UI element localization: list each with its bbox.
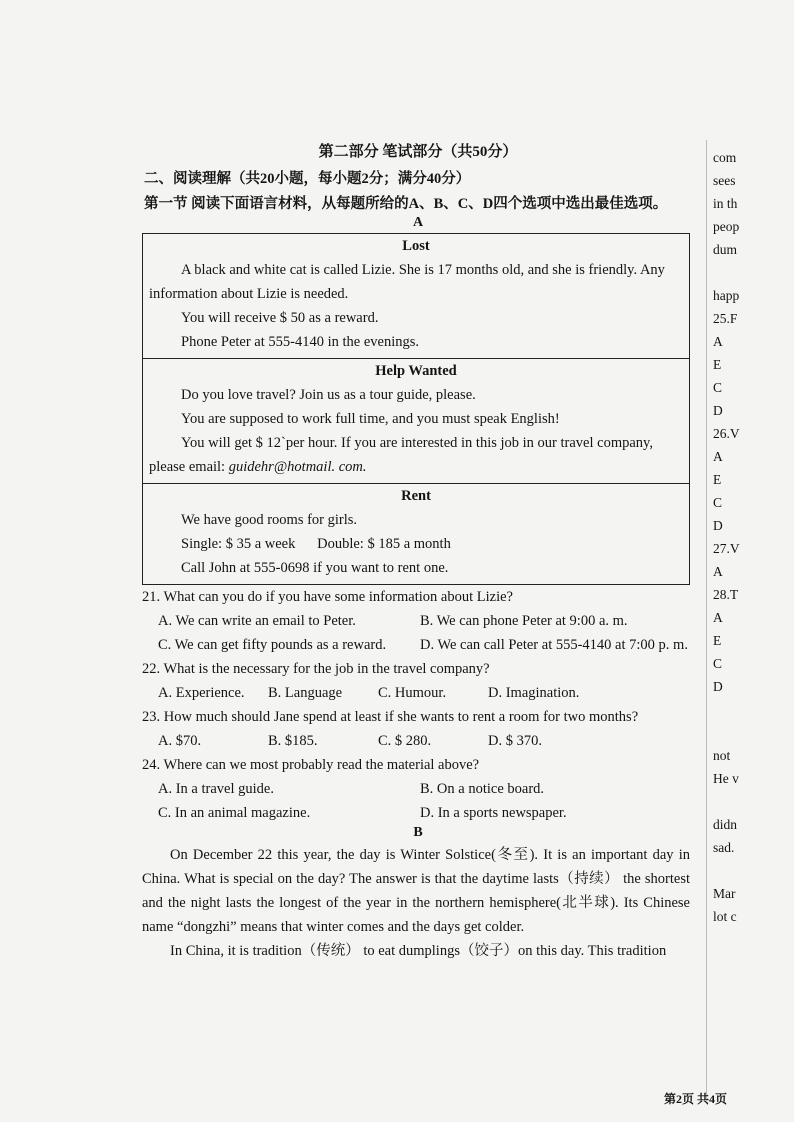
ad-rent bbox=[143, 484, 689, 584]
ad-line-text: You will get $ 12`per hour. If you are interested in this job in our travel company, please email: bbox=[149, 435, 653, 475]
option-a: A. Experience. bbox=[158, 685, 245, 701]
ad-line: You are supposed to work full time, and you must speak English! bbox=[181, 411, 560, 427]
fragment-line: A bbox=[713, 449, 723, 464]
fragment-line: 27.V bbox=[713, 541, 740, 556]
fragment-line: A bbox=[713, 610, 723, 625]
page-number: 第2页 共4页 bbox=[664, 1092, 728, 1106]
fragment-line: D bbox=[713, 518, 723, 533]
fragment-line: not bbox=[713, 748, 731, 763]
sub-section-title: 第一节 阅读下面语言材料，从每题所给的A、B、C、D四个选项中选出最佳选项。 bbox=[144, 196, 668, 212]
fragment-line: sees bbox=[713, 173, 736, 188]
fragment-line: dum bbox=[713, 242, 738, 257]
fragment-line: in th bbox=[713, 196, 738, 211]
question-stem: 22. What is the necessary for the job in the travel company? bbox=[142, 661, 490, 677]
option-d: D. We can call Peter at 555-4140 at 7:00 p. m. bbox=[420, 637, 688, 653]
fragment-line: sad. bbox=[713, 840, 735, 855]
part-title: 第二部分 笔试部分（共50分） bbox=[318, 144, 518, 160]
question-24 bbox=[138, 753, 698, 825]
options bbox=[158, 633, 698, 657]
section-title: 二、阅读理解（共20小题，每小题2分；满分40分） bbox=[144, 171, 471, 187]
fragment-line bbox=[713, 261, 753, 284]
fragment-line: C bbox=[713, 380, 723, 395]
options bbox=[158, 681, 698, 705]
fragment-line: 28.T bbox=[713, 587, 739, 602]
option-a: A. In a travel guide. bbox=[158, 781, 274, 797]
options bbox=[158, 801, 698, 825]
fragment-line: E bbox=[713, 472, 722, 487]
fragment-line: C bbox=[713, 656, 723, 671]
fragment-line bbox=[713, 698, 753, 721]
option-d: D. Imagination. bbox=[488, 685, 580, 701]
fragment-line bbox=[713, 721, 753, 744]
fragment-line: D bbox=[713, 403, 723, 418]
option-c: C. $ 280. bbox=[378, 733, 432, 749]
question-21 bbox=[138, 585, 698, 657]
ad-line bbox=[149, 431, 683, 479]
fragment-line: He v bbox=[713, 771, 739, 786]
fragment-line: E bbox=[713, 357, 722, 372]
fragment-line: 25.F bbox=[713, 311, 738, 326]
ad-line: Call John at 555-0698 if you want to rent one. bbox=[181, 560, 449, 576]
fragment-line: com bbox=[713, 150, 737, 165]
ad-line: You will receive $ 50 as a reward. bbox=[181, 310, 379, 326]
ad-title: Rent bbox=[401, 488, 431, 504]
fragment-line: 26.V bbox=[713, 426, 740, 441]
fragment-line: E bbox=[713, 633, 722, 648]
option-c: C. In an animal magazine. bbox=[158, 805, 311, 821]
option-d: D. $ 370. bbox=[488, 733, 542, 749]
passage-b-paragraph: In China, it is tradition（传统） to eat dumplings（饺子）on this day. This tradition bbox=[170, 943, 667, 959]
option-b: B. We can phone Peter at 9:00 a. m. bbox=[420, 613, 628, 629]
ad-line: Do you love travel? Join us as a tour guide, please. bbox=[181, 387, 476, 403]
fragment-line: lot c bbox=[713, 909, 737, 924]
question-stem: 21. What can you do if you have some information about Lizie? bbox=[142, 589, 513, 605]
main-column bbox=[138, 140, 698, 963]
option-c: C. We can get fifty pounds as a reward. bbox=[158, 637, 387, 653]
column-divider bbox=[706, 140, 707, 1100]
options bbox=[158, 729, 698, 753]
option-b: B. $185. bbox=[268, 733, 318, 749]
question-stem: 23. How much should Jane spend at least if she wants to rent a room for two months? bbox=[142, 709, 639, 725]
passage-a-letter: A bbox=[412, 215, 424, 230]
option-b: B. On a notice board. bbox=[420, 781, 545, 797]
email-address: guidehr@hotmail. com. bbox=[228, 459, 367, 475]
fragment-line: A bbox=[713, 334, 723, 349]
ad-title: Help Wanted bbox=[375, 363, 457, 379]
fragment-line: D bbox=[713, 679, 723, 694]
passage-b-paragraph: On December 22 this year, the day is Winter Solstice(冬至). It is an important day in China. What is special on the day? The answer is that the daytime lasts（持续） the shortest and the night lasts the longest of the year in the northern hemisphere(北半球). Its Chinese name “dongzhi” means that winter comes and the days get colder. bbox=[142, 847, 690, 935]
ad-title: Lost bbox=[402, 238, 430, 254]
question-23 bbox=[138, 705, 698, 753]
fragment-line: Mar bbox=[713, 886, 736, 901]
ad-line: We have good rooms for girls. bbox=[181, 512, 358, 528]
question-22 bbox=[138, 657, 698, 705]
option-a: A. We can write an email to Peter. bbox=[158, 613, 356, 629]
question-stem: 24. Where can we most probably read the material above? bbox=[142, 757, 480, 773]
fragment-line: peop bbox=[713, 219, 740, 234]
fragment-line: A bbox=[713, 564, 723, 579]
fragment-line: didn bbox=[713, 817, 738, 832]
passage-b-letter: B bbox=[413, 825, 423, 840]
ad-line: Single: $ 35 a week Double: $ 185 a month bbox=[181, 536, 451, 552]
ad-lost bbox=[143, 234, 689, 359]
fragment-line bbox=[713, 859, 753, 882]
fragment-line: C bbox=[713, 495, 723, 510]
ad-line: Phone Peter at 555-4140 in the evenings. bbox=[181, 334, 419, 350]
option-b: B. Language bbox=[268, 685, 343, 701]
option-a: A. $70. bbox=[158, 733, 202, 749]
fragment-line: happ bbox=[713, 288, 740, 303]
option-c: C. Humour. bbox=[378, 685, 447, 701]
next-page-column-fragment bbox=[713, 146, 753, 928]
ad-line: A black and white cat is called Lizie. She is 17 months old, and she is friendly. Any information about Lizie is needed. bbox=[149, 262, 665, 302]
options bbox=[158, 609, 698, 633]
fragment-line bbox=[713, 790, 753, 813]
ad-help-wanted bbox=[143, 359, 689, 484]
option-d: D. In a sports newspaper. bbox=[420, 805, 567, 821]
ads-box bbox=[142, 233, 690, 585]
options bbox=[158, 777, 698, 801]
